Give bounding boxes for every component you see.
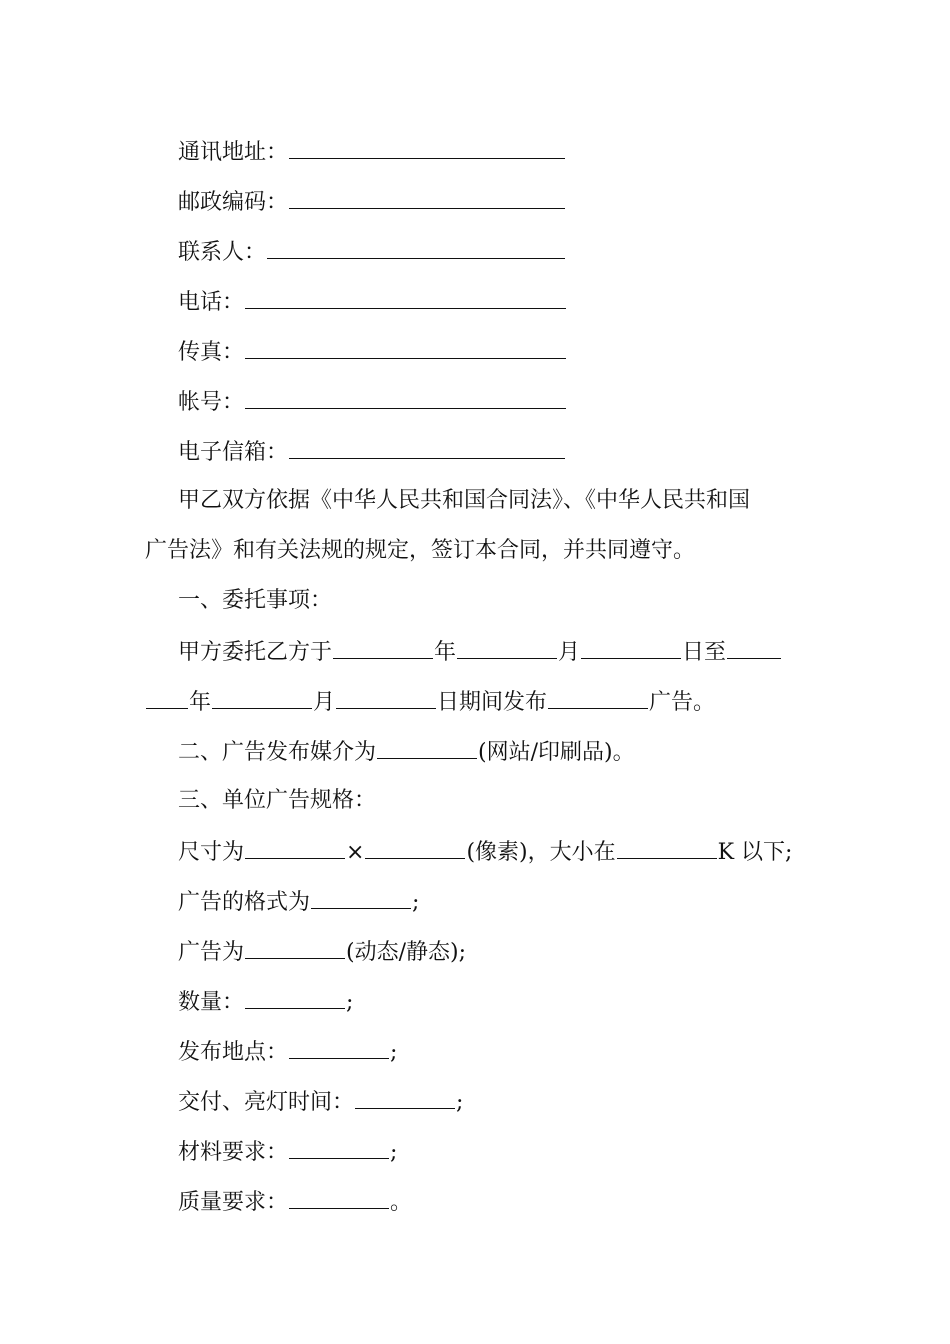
- location-blank[interactable]: [289, 1036, 389, 1059]
- section1-text-month: 月: [558, 640, 581, 665]
- contact-account-blank[interactable]: [245, 386, 566, 409]
- filesize-blank[interactable]: [617, 836, 717, 859]
- format-line: [178, 886, 419, 918]
- start-year-blank[interactable]: [333, 636, 433, 659]
- width-blank[interactable]: [245, 836, 345, 859]
- contact-email-row: [178, 436, 566, 468]
- section1-text-ad: 广告。: [649, 690, 716, 715]
- type-blank[interactable]: [245, 936, 345, 959]
- quality-text-b: 。: [390, 1190, 413, 1215]
- quality-blank[interactable]: [289, 1186, 389, 1209]
- end-year-blank-part1[interactable]: [727, 636, 781, 659]
- contact-address-blank[interactable]: [289, 136, 565, 159]
- end-month-blank[interactable]: [212, 686, 312, 709]
- section1-text-period: 日期间发布: [437, 690, 548, 715]
- location-text-a: 发布地点：: [178, 1040, 289, 1065]
- contact-fax-label: 传真：: [178, 340, 245, 365]
- section3-heading: 三、单位广告规格：: [178, 788, 377, 813]
- size-text-d: K 以下;: [717, 840, 793, 865]
- type-text-a: 广告为: [178, 940, 245, 965]
- contact-person-label: 联系人：: [178, 240, 267, 265]
- material-text-a: 材料要求：: [178, 1140, 289, 1165]
- preamble-line-2: 广告法》和有关法规的规定，签订本合同，并共同遵守。: [145, 538, 696, 563]
- contact-email-blank[interactable]: [289, 436, 565, 459]
- contact-postcode-label: 邮政编码：: [178, 190, 289, 215]
- contact-address-row: [178, 136, 566, 168]
- quantity-blank[interactable]: [245, 986, 345, 1009]
- contact-phone-blank[interactable]: [245, 286, 566, 309]
- quality-text-a: 质量要求：: [178, 1190, 289, 1215]
- start-month-blank[interactable]: [457, 636, 557, 659]
- start-day-blank[interactable]: [581, 636, 681, 659]
- size-text-c: (像素)，大小在: [466, 840, 616, 865]
- type-text-b: (动态/静态);: [346, 940, 467, 965]
- location-line: [178, 1036, 397, 1068]
- section1-line-2: [145, 686, 715, 718]
- ad-name-blank[interactable]: [548, 686, 648, 709]
- delivery-text-b: ;: [456, 1090, 464, 1115]
- section1-line-1: [178, 636, 782, 668]
- size-text-a: 尺寸为: [178, 840, 245, 865]
- contact-postcode-blank[interactable]: [289, 186, 565, 209]
- contact-phone-row: [178, 286, 567, 318]
- contact-address-label: 通讯地址：: [178, 140, 289, 165]
- format-text-b: ;: [412, 890, 420, 915]
- contact-account-row: [178, 386, 567, 418]
- section1-text-a: 甲方委托乙方于: [178, 640, 333, 665]
- size-times: ×: [346, 840, 365, 865]
- contact-account-label: 帐号：: [178, 390, 245, 415]
- delivery-text-a: 交付、亮灯时间：: [178, 1090, 355, 1115]
- contact-phone-label: 电话：: [178, 290, 245, 315]
- section2-line: [178, 736, 635, 768]
- quantity-text-b: ;: [346, 990, 354, 1015]
- end-day-blank[interactable]: [336, 686, 436, 709]
- delivery-time-line: [178, 1086, 463, 1118]
- contact-postcode-row: [178, 186, 566, 218]
- format-text-a: 广告的格式为: [178, 890, 311, 915]
- location-text-b: ;: [390, 1040, 398, 1065]
- contact-person-row: [178, 236, 566, 268]
- section1-heading: 一、委托事项：: [178, 588, 333, 613]
- contact-fax-blank[interactable]: [245, 336, 566, 359]
- section1-text-year-2: 年: [189, 690, 212, 715]
- quality-line: [178, 1186, 412, 1218]
- size-line: [178, 836, 792, 868]
- section1-text-month-2: 月: [313, 690, 336, 715]
- quantity-line: [178, 986, 353, 1018]
- section1-text-day-to: 日至: [682, 640, 727, 665]
- contact-person-blank[interactable]: [267, 236, 565, 259]
- section2-text-b: (网站/印刷品)。: [478, 740, 635, 765]
- type-line: [178, 936, 466, 968]
- delivery-time-blank[interactable]: [355, 1086, 455, 1109]
- material-text-b: ;: [390, 1140, 398, 1165]
- media-blank[interactable]: [377, 736, 477, 759]
- quantity-text-a: 数量：: [178, 990, 245, 1015]
- section1-text-year: 年: [434, 640, 457, 665]
- material-line: [178, 1136, 397, 1168]
- preamble-line-1: 甲乙双方依据《中华人民共和国合同法》、《中华人民共和国: [178, 488, 751, 513]
- section2-text-a: 二、广告发布媒介为: [178, 740, 377, 765]
- material-blank[interactable]: [289, 1136, 389, 1159]
- contact-fax-row: [178, 336, 567, 368]
- format-blank[interactable]: [311, 886, 411, 909]
- height-blank[interactable]: [365, 836, 465, 859]
- end-year-blank-part2[interactable]: [146, 686, 188, 709]
- contact-email-label: 电子信箱：: [178, 440, 289, 465]
